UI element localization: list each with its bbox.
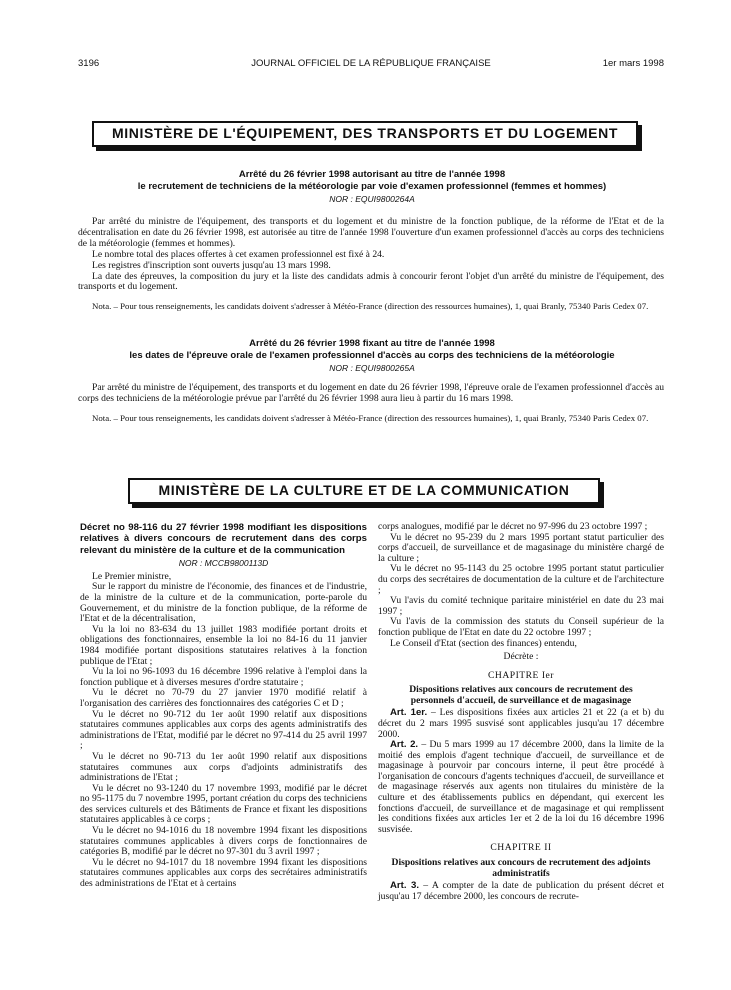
page-header: [78, 58, 664, 72]
ministry-heading: MINISTÈRE DE L'ÉQUIPEMENT, DES TRANSPORTS ET DU LOGEMENT: [92, 121, 638, 147]
paragraph: corps analogues, modifié par le décret no 97-996 du 23 octobre 1997 ;: [378, 521, 648, 532]
arrete-heading: [80, 169, 664, 204]
paragraph: Les registres d'inscription sont ouverts jusqu'au 13 mars 1998.: [92, 259, 331, 271]
decrete-label: Décrète :: [503, 651, 539, 663]
decret-title: Décret no 98-116 du 27 février 1998 modifiant les dispositions relatives à divers concours de recrutement dans des corps relevant du ministère de la culture et de la communication: [80, 522, 367, 556]
nor-reference: NOR : MCCB9800113D: [178, 558, 269, 569]
paragraph: Le nombre total des places offertes à cet examen professionnel est fixé à 24.: [92, 248, 385, 260]
paragraph: Vu le décret no 90-713 du 1er août 1990 relatif aux dispositions statutaires communes aux corps d'adjoints administratifs des administrations de l'Etat ;: [80, 750, 367, 784]
article: Art. 1er. – Les dispositions fixées aux articles 21 et 22 (a et b) du décret du 2 mars 1995 susvisé sont applicables jusqu'au 17 décembre 2000.: [378, 707, 664, 740]
article: Art. 3. – A compter de la date de publication du présent décret et jusqu'au 17 décembre 2000, les concours de recrute-: [378, 880, 664, 902]
chapter-label: CHAPITRE Ier: [488, 669, 554, 681]
chapter-label: CHAPITRE II: [490, 842, 552, 854]
arrete-body: [78, 217, 664, 312]
paragraph: Vu le décret no 95-239 du 2 mars 1995 portant statut particulier des corps d'accueil, de surveillance et de magasinage du ministère chargé de la culture ;: [378, 531, 664, 564]
chapter-title: Dispositions relatives aux concours de recrutement des adjoints administratifs: [391, 857, 651, 880]
arrete-title-line1: Arrêté du 26 février 1998 fixant au titre de l'année 1998: [249, 338, 495, 349]
nor-reference: NOR : EQUI9800264A: [329, 194, 415, 204]
paragraph: Sur le rapport du ministre de l'économie, des finances et de l'industrie, de la ministre de la culture et de la communication, porte-parole du Gouvernement, et du ministre de la fonction publique, de la réforme de l'Etat et de la décentralisation,: [80, 581, 367, 625]
decret-left-column: [80, 522, 367, 890]
article: Art. 2. – Du 5 mars 1999 au 17 décembre 2000, dans la limite de la moitié des emplois d'agent technique d'accueil, de surveillance et de magasinage à pourvoir par concours interne, il peut être procédé à l'organisation de concours d'agents techniques d'accueil, de surveillance et de magasinage réservés aux agents non titulaires du ministère de la culture et des établissements publics en dépendant, qui exercent les fonctions d'accueil, de surveillance et de magasinage et qui remplissent les conditions fixées aux articles 1er et 2 de la loi du 16 décembre 1996 susvisée.: [378, 739, 664, 835]
arrete-heading: [80, 338, 664, 373]
paragraph: Vu le décret no 93-1240 du 17 novembre 1993, modifié par le décret no 95-1175 du 7 novembre 1995, portant création du corps des techniciens des services culturels et des Bâtiments de France et fixant les dispositions statutaires applicables à ce corps ;: [80, 782, 367, 826]
nota-note: Nota. – Pour tous renseignements, les candidats doivent s'adresser à Météo-France (direction des ressources humaines), 1, quai Branly, 75340 Paris Cedex 07.: [92, 412, 649, 423]
paragraph: Vu le décret no 70-79 du 27 janvier 1970 modifié relatif à l'organisation des carrières des fonctionnaires des catégories C et D ;: [80, 687, 367, 709]
paragraph: Vu la loi no 96-1093 du 16 décembre 1996 relative à l'emploi dans la fonction publique et à diverses mesures d'ordre statutaire ;: [80, 666, 367, 688]
journal-title: JOURNAL OFFICIEL DE LA RÉPUBLIQUE FRANÇAISE: [251, 58, 491, 69]
paragraph: Le Premier ministre,: [92, 570, 172, 582]
nota-note: Nota. – Pour tous renseignements, les candidats doivent s'adresser à Météo-France (direction des ressources humaines), 1, quai Branly, 75340 Paris Cedex 07.: [92, 301, 649, 312]
decret-right-column: [378, 522, 664, 902]
paragraph: Vu le décret no 94-1016 du 18 novembre 1994 fixant les dispositions statutaires communes applicables à divers corps de fonctionnaires de catégories B, modifié par le décret no 97-301 du 3 avril 1997 ;: [80, 825, 367, 858]
nor-reference: NOR : EQUI9800265A: [329, 363, 415, 373]
paragraph: Vu le décret no 94-1017 du 18 novembre 1994 fixant les dispositions statutaires communes applicables aux corps des secrétaires administratifs des administrations de l'Etat et à certains: [80, 856, 367, 890]
arrete-title-line1: Arrêté du 26 février 1998 autorisant au titre de l'année 1998: [238, 169, 506, 180]
paragraph: Vu l'avis du comité technique paritaire ministériel en date du 23 mai 1997 ;: [378, 595, 664, 617]
paragraph: Vu la loi no 83-634 du 13 juillet 1983 modifiée portant droits et obligations des fonctionnaires, ensemble la loi no 84-16 du 11 janvier 1984 modifiée portant dispositions statutaires relatives à la fonction publique de l'Etat ;: [80, 623, 367, 667]
issue-date: 1er mars 1998: [602, 58, 664, 69]
paragraph: Vu l'avis de la commission des statuts du Conseil supérieur de la fonction publique de l'Etat en date du 22 octobre 1997 ;: [378, 616, 664, 638]
ministry-heading: MINISTÈRE DE LA CULTURE ET DE LA COMMUNICATION: [128, 478, 600, 504]
paragraph: Par arrêté du ministre de l'équipement, des transports et du logement en date du 26 février 1998, l'épreuve orale de l'examen professionnel d'accès au corps des techniciens de la météorologie prévue par l'arrêté du 26 février 1998 aura lieu à partir du 16 mars 1998.: [78, 382, 664, 404]
paragraph: La date des épreuves, la composition du jury et la liste des candidats admis à concourir feront l'objet d'un arrêté du ministre de l'équipement, des transports et du logement.: [78, 270, 664, 293]
arrete-body: [78, 383, 664, 424]
paragraph: Vu le décret no 90-712 du 1er août 1990 relatif aux dispositions statutaires communes applicables aux corps des agents administratifs des administrations de l'Etat, modifié par le décret no 97-414 du 25 avril 1997 ;: [80, 708, 367, 752]
chapter-title: Dispositions relatives aux concours de recrutement des personnels d'accueil, de surveillance et de magasinage: [409, 684, 633, 707]
paragraph: Le Conseil d'Etat (section des finances) entendu,: [390, 637, 577, 649]
arrete-title-line2: le recrutement de techniciens de la météorologie par voie d'examen professionnel (femmes et hommes): [137, 181, 607, 192]
paragraph: Vu le décret no 95-1143 du 25 octobre 1995 portant statut particulier du corps des secrétaires de documentation de la culture et de l'architecture ;: [378, 563, 664, 596]
page-number: 3196: [78, 58, 100, 69]
arrete-title-line2: les dates de l'épreuve orale de l'examen professionnel d'accès au corps des techniciens de la météorologie: [129, 350, 615, 361]
paragraph: Par arrêté du ministre de l'équipement, des transports et du logement et du ministre de la fonction publique, de la réforme de l'Etat et de la décentralisation en date du 26 février 1998, est autorisée au titre de l'année 1998 l'ouverture d'un examen professionnel d'accès au corps des techniciens de la météorologie (femmes et hommes).: [78, 216, 664, 249]
